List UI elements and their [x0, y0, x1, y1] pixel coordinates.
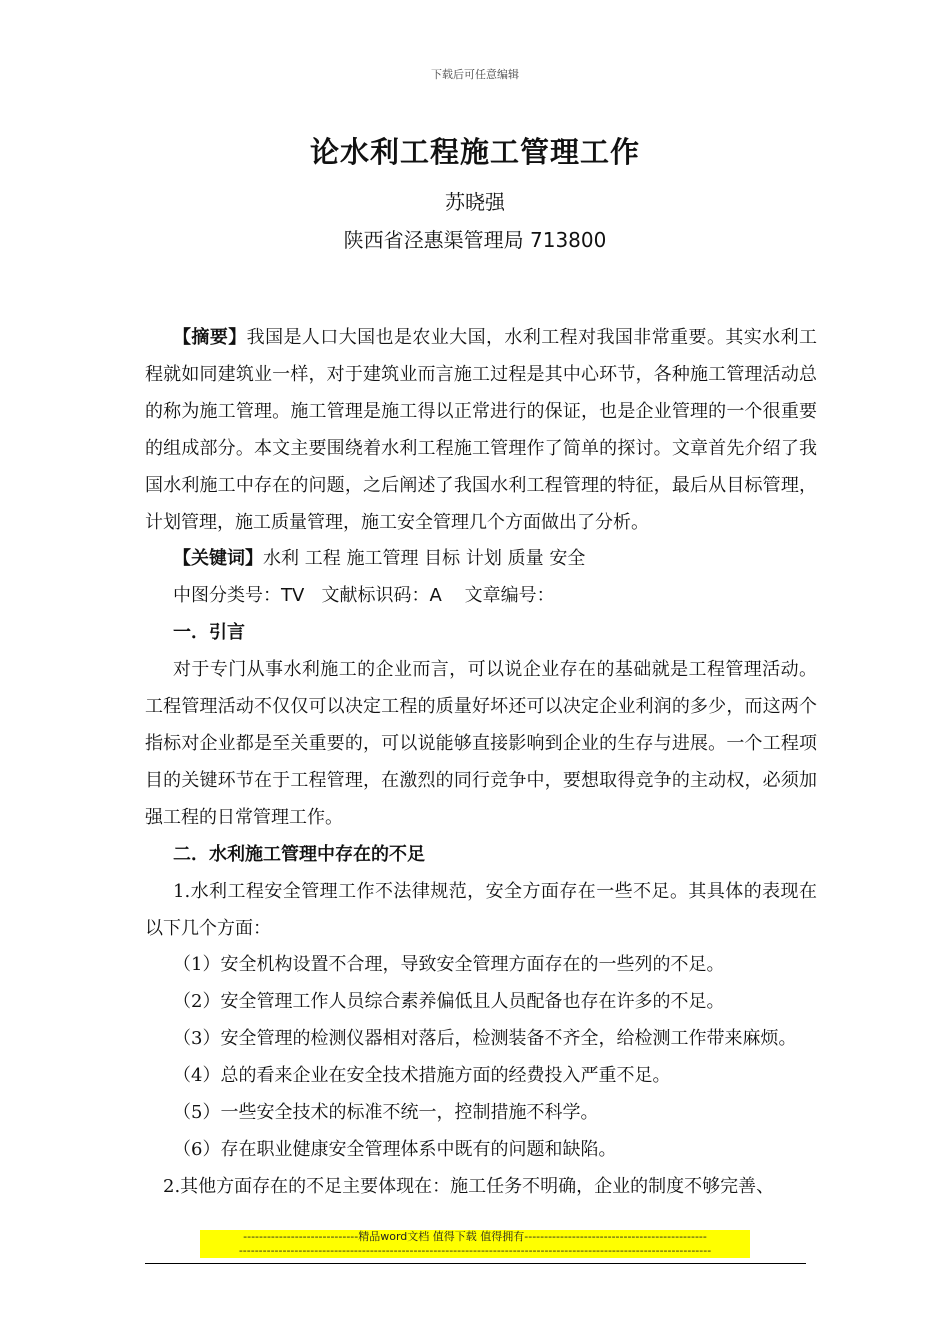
keywords-paragraph	[145, 541, 817, 578]
section2-point2: 2.其他方面存在的不足主要体现在：施工任务不明确，企业的制度不够完善、	[163, 1175, 775, 1197]
abstract-paragraph	[145, 320, 817, 541]
document-title: 论水利工程施工管理工作	[309, 135, 640, 169]
author-affiliation: 陕西省泾惠渠管理局 713800	[343, 228, 607, 252]
section1-paragraph: 对于专门从事水利施工的企业而言，可以说企业存在的基础就是工程管理活动。工程管理活动不仅仅可以决定工程的质量好坏还可以决定企业利润的多少，而这两个指标对企业都是至关重要的，可以说能够直接影响到企业的生存与进展。一个工程项目的关键环节在于工程管理，在激烈的同行竞争中，要想取得竞争的主动权，必须加强工程的日常管理工作。	[145, 659, 817, 828]
list-item: （4）总的看来企业在安全技术措施方面的经费投入严重不足。	[173, 1065, 671, 1087]
abstract-text: 我国是人口大国也是农业大国，水利工程对我国非常重要。其实水利工程就如同建筑业一样，对于建筑业而言施工过程是其中心环节，各种施工管理活动总的称为施工管理。施工管理是施工得以正常进行的保证，也是企业管理的一个很重要的组成部分。本文主要围绕着水利工程施工管理作了简单的探讨。文章首先介绍了我国水利施工中存在的问题，之后阐述了我国水利工程管理的特征，最后从目标管理，计划管理，施工质量管理，施工安全管理几个方面做出了分析。	[145, 327, 818, 533]
footer-banner	[200, 1230, 750, 1258]
keywords-text: 水利 工程 施工管理 目标 计划 质量 安全	[263, 548, 586, 570]
footer-divider	[145, 1263, 806, 1264]
classification-line: 中图分类号：TV 文献标识码：A 文章编号：	[173, 585, 555, 607]
footer-banner-line1: -----------------------------精品word文档 值得下载 值得拥有----------------------------------------------	[243, 1230, 707, 1243]
header-note: 下载后可任意编辑	[431, 68, 519, 81]
list-item: （2）安全管理工作人员综合素养偏低且人员配备也存在许多的不足。	[173, 991, 725, 1013]
section2-point1: 1.水利工程安全管理工作不法律规范，安全方面存在一些不足。其具体的表现在以下几个方面：	[145, 880, 817, 939]
list-item: （6）存在职业健康安全管理体系中既有的问题和缺陷。	[173, 1138, 617, 1160]
author-name: 苏晓强	[445, 190, 505, 214]
section1-heading: 一．引言	[173, 622, 245, 644]
list-item: （3）安全管理的检测仪器相对落后，检测装备不齐全，给检测工作带来麻烦。	[173, 1028, 797, 1050]
keywords-label: 【关键词】	[173, 548, 263, 570]
abstract-label: 【摘要】	[173, 327, 247, 348]
footer-banner-line2: -----------------------------------------------------------------------------------------------------------------------	[238, 1244, 712, 1257]
section2-heading: 二．水利施工管理中存在的不足	[173, 843, 425, 865]
list-item: （5）一些安全技术的标准不统一，控制措施不科学。	[173, 1102, 599, 1124]
document-body	[145, 320, 817, 1206]
list-item: （1）安全机构设置不合理，导致安全管理方面存在的一些列的不足。	[173, 954, 725, 976]
